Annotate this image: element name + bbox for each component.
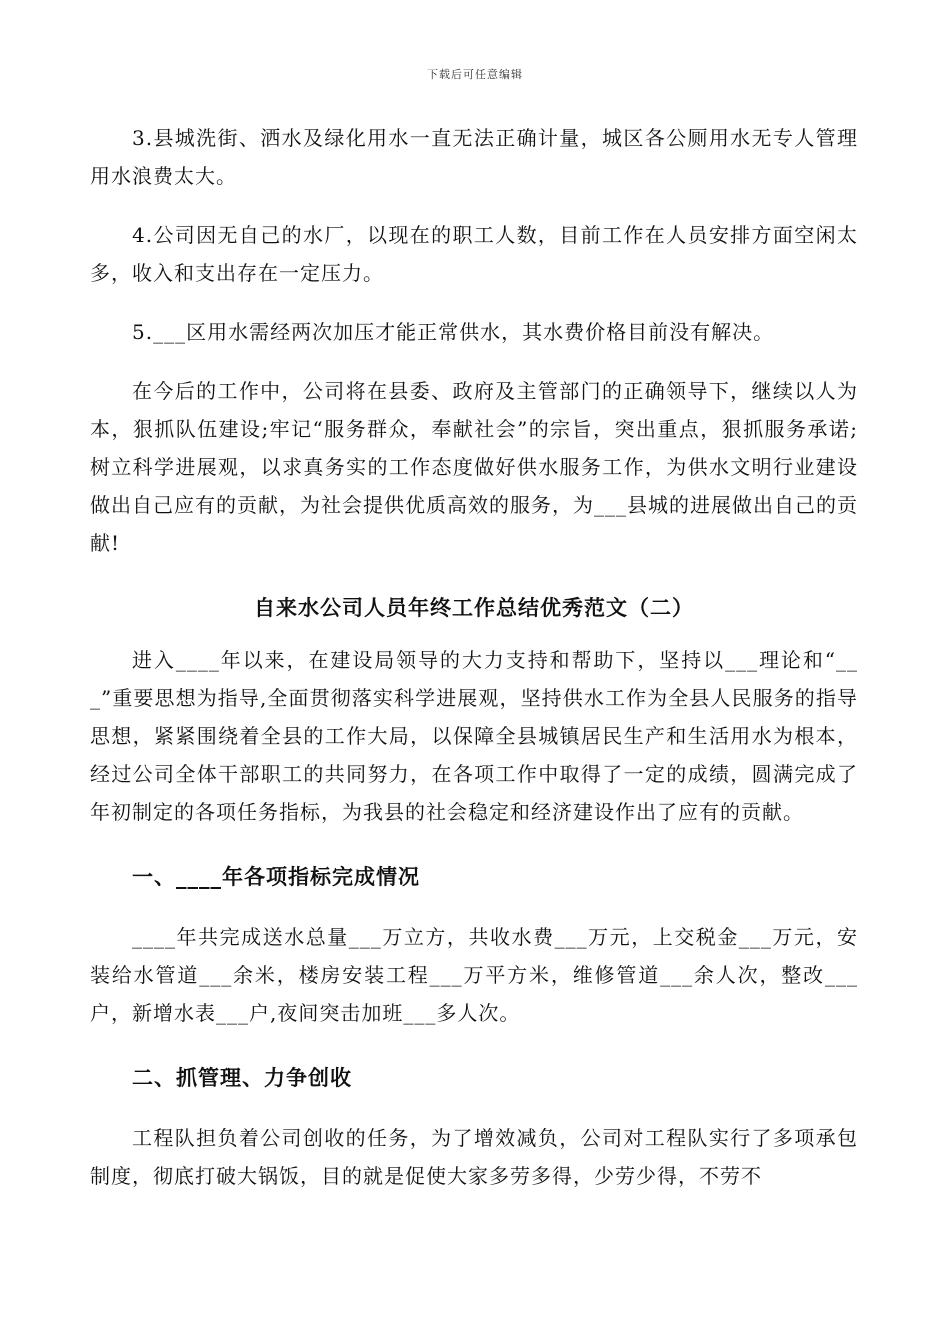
paragraph-intro: 进入____年以来，在建设局领导的大力支持和帮助下，坚持以___理论和“___”重要思想为指导,全面贯彻落实科学进展观，坚持供水工作为全县人民服务的指导思想，紧紧围绕着全县的工作大局，以保障全县城镇居民生产和生活用水为根本，经过公司全体干部职工的共同努力，在各项工作中取得了一定的成绩，圆满完成了年初制定的各项任务指标，为我县的社会稳定和经济建设作出了应有的贡献。	[90, 648, 858, 824]
document-body	[90, 119, 858, 1222]
paragraph-management: 工程队担负着公司创收的任务，为了增效减负，公司对工程队实行了多项承包制度，彻底打破大锅饭，目的就是促使大家多劳多得，少劳少得，不劳不	[90, 1126, 858, 1188]
paragraph-future-work: 在今后的工作中，公司将在县委、政府及主管部门的正确领导下，继续以人为本，狠抓队伍建设;牢记“服务群众，奉献社会”的宗旨，突出重点，狠抓服务承诺;树立科学进展观，以求真务实的工作态度做好供水服务工作，为供水文明行业建设做出自己应有的贡献，为社会提供优质高效的服务，为___县城的进展做出自己的贡献!	[90, 379, 858, 555]
heading-indicators: 一、____年各项指标完成情况	[132, 864, 420, 889]
paragraph-item-3: 3.县城洗街、洒水及绿化用水一直无法正确计量，城区各公厕用水无专人管理用水浪费太大。	[90, 126, 858, 188]
header-note: 下载后可任意编辑	[427, 68, 523, 81]
paragraph-item-5: 5.___区用水需经两次加压才能正常供水，其水费价格目前没有解决。	[132, 320, 775, 344]
heading-management: 二、抓管理、力争创收	[132, 1065, 352, 1090]
section-title: 自来水公司人员年终工作总结优秀范文（二）	[254, 595, 694, 620]
paragraph-item-4: 4.公司因无自己的水厂，以现在的职工人数，目前工作在人员安排方面空闲太多，收入和支出存在一定压力。	[90, 223, 858, 285]
paragraph-statistics: ____年共完成送水总量___万立方，共收水费___万元，上交税金___万元，安装给水管道___余米，楼房安装工程___万平方米，维修管道___余人次，整改___户，新增水表___户,夜间突击加班___多人次。	[90, 925, 858, 1025]
